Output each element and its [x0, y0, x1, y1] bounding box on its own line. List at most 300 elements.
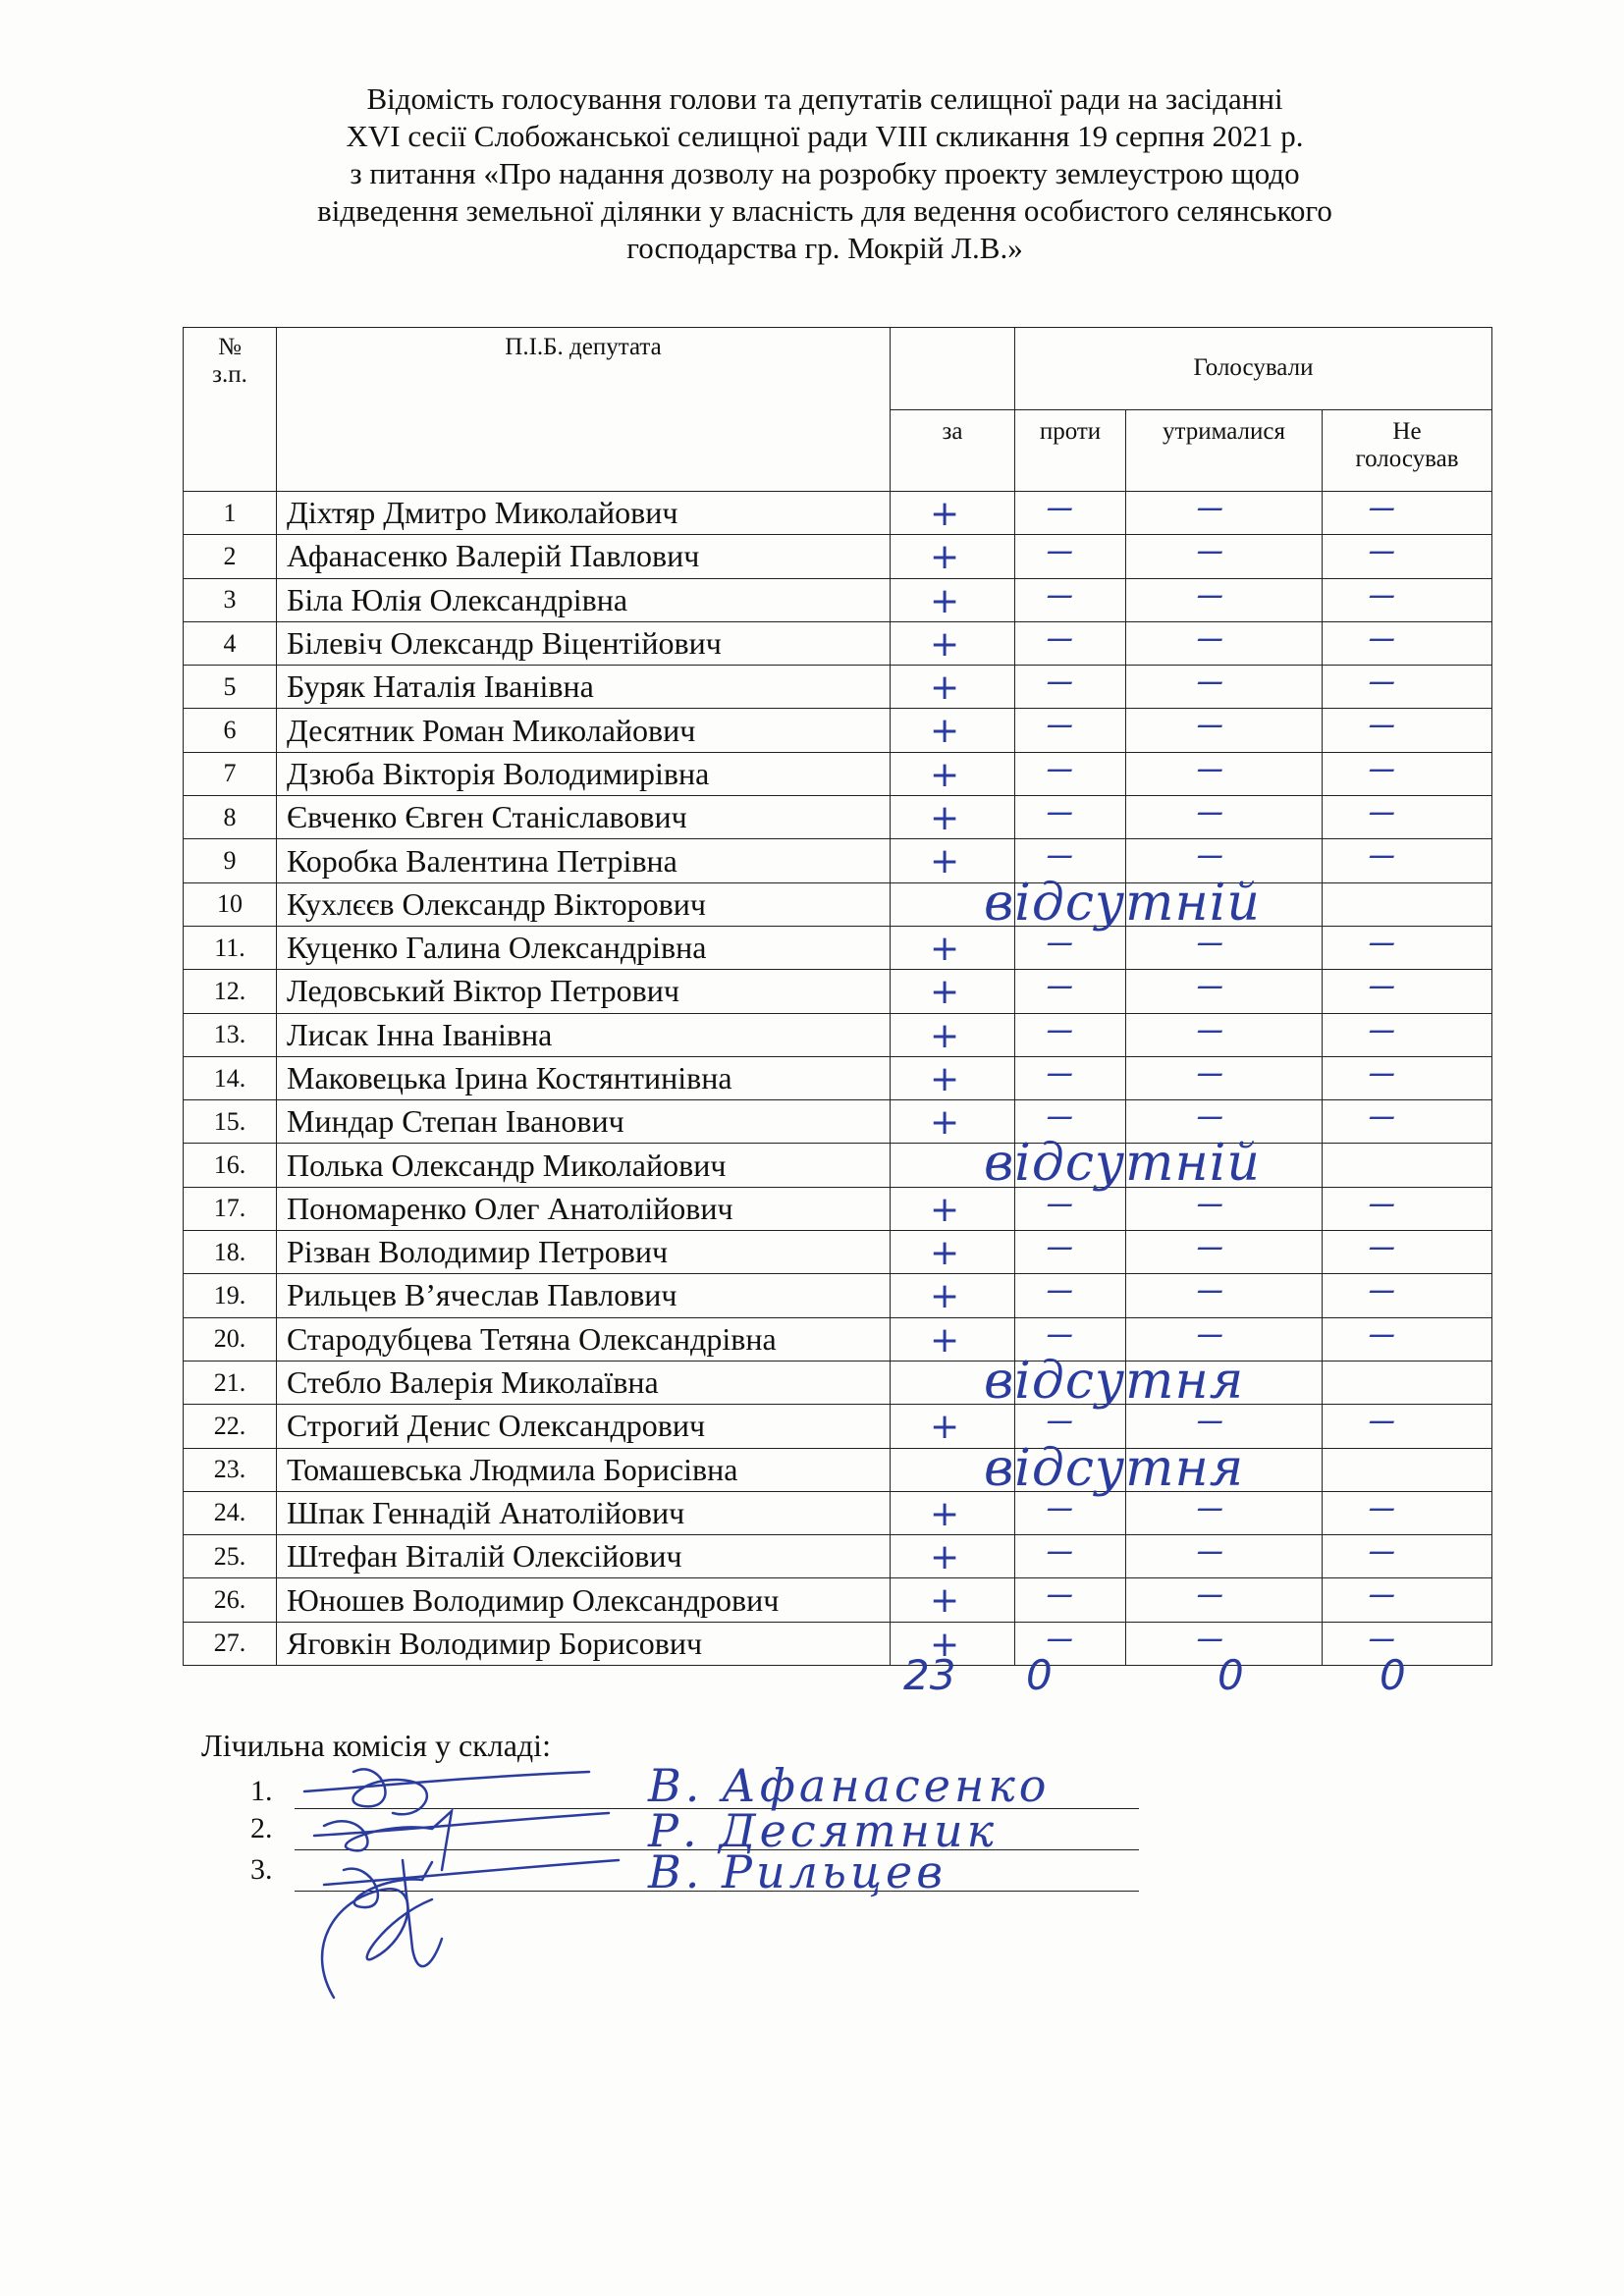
dash-mark: – — [1367, 835, 1397, 876]
table-row — [184, 1100, 1492, 1144]
table-row — [184, 621, 1492, 665]
dash-mark: – — [1367, 617, 1397, 658]
vote-against-cell — [1015, 617, 1126, 665]
dash-mark: – — [1367, 531, 1397, 571]
deputy-name: Томашевська Людмила Борисівна — [277, 1448, 891, 1491]
vote-for-cell — [891, 873, 1261, 933]
deputy-name: Білевіч Олександр Віцентійович — [277, 621, 891, 665]
vote-for-cell — [891, 796, 1015, 839]
vote-against-cell — [1015, 1361, 1126, 1404]
dash-mark: – — [1195, 922, 1225, 962]
absent-text: відсутній — [984, 873, 1261, 933]
deputy-name: Миндар Степан Іванович — [277, 1100, 891, 1144]
dash-mark: – — [1195, 1531, 1225, 1572]
vote-not-voted-cell — [1323, 1487, 1492, 1534]
vote-for-cell — [891, 1100, 1015, 1144]
dash-mark: – — [1045, 922, 1075, 962]
title-line: з питання «Про надання дозволу на розробку проекту землеустрою щодо — [350, 156, 1300, 190]
vote-not-voted-cell — [1323, 662, 1492, 709]
dash-mark: – — [1195, 574, 1225, 614]
dash-mark: – — [1195, 1009, 1225, 1049]
vote-against-cell — [1015, 662, 1126, 709]
deputy-name: Афанасенко Валерій Павлович — [277, 535, 891, 578]
deputy-name: Яговкін Володимир Борисович — [277, 1622, 891, 1665]
deputy-name: Євченко Євген Станіславович — [277, 796, 891, 839]
table-row — [184, 1535, 1492, 1578]
deputy-name: Різван Володимир Петрович — [277, 1231, 891, 1274]
dash-mark: – — [1045, 1270, 1075, 1310]
vote-mark: + — [930, 928, 960, 969]
deputy-name: Рильцев В’ячеслав Павлович — [277, 1274, 891, 1317]
vote-for-cell — [891, 839, 1015, 882]
dash-mark: – — [1045, 1531, 1075, 1572]
vote-mark: + — [930, 537, 960, 578]
vote-abstained-cell — [1126, 1401, 1323, 1448]
vote-for-cell — [891, 1405, 1015, 1448]
table-row — [184, 1405, 1492, 1448]
commission-label: Лічильна комісія у складі: — [201, 1728, 551, 1763]
vote-for-cell — [891, 752, 1015, 795]
row-number: 20. — [184, 1317, 277, 1361]
vote-for-cell — [891, 1578, 1015, 1622]
vote-not-voted-cell — [1323, 1009, 1492, 1056]
row-number: 7 — [184, 752, 277, 795]
vote-mark: + — [930, 623, 960, 665]
vote-for-cell — [891, 926, 1015, 969]
commission-num: 2. — [250, 1812, 273, 1844]
vote-against-cell — [1015, 882, 1126, 926]
dash-mark: – — [1195, 1183, 1225, 1223]
dash-mark: – — [1045, 1313, 1075, 1354]
header-against: проти — [1015, 409, 1126, 492]
commission-num: 3. — [250, 1853, 273, 1886]
vote-abstained-cell — [1126, 1096, 1323, 1144]
deputy-name: Десятник Роман Миколайович — [277, 709, 891, 752]
dash-mark: – — [1367, 1618, 1397, 1658]
vote-against-cell — [1015, 1096, 1126, 1144]
vote-for-cell — [891, 1187, 1015, 1230]
vote-not-voted-cell — [1323, 748, 1492, 795]
dash-mark: – — [1367, 1575, 1397, 1615]
header-abstained: утрималися — [1126, 409, 1323, 492]
row-number: 18. — [184, 1231, 277, 1274]
row-number: 9 — [184, 839, 277, 882]
row-number: 4 — [184, 621, 277, 665]
absent-text: відсутній — [984, 1134, 1261, 1194]
table-row — [184, 1361, 1492, 1404]
row-number: 22. — [184, 1405, 277, 1448]
vote-for-cell — [891, 1491, 1015, 1534]
vote-not-voted-cell — [1323, 1575, 1492, 1622]
vote-totals — [0, 1651, 1624, 1710]
header-num: № з.п. — [184, 328, 277, 492]
vote-mark: + — [930, 841, 960, 882]
dash-mark: – — [1367, 662, 1397, 702]
vote-not-voted-cell — [1323, 1361, 1492, 1404]
vote-against-cell — [1015, 792, 1126, 839]
dash-mark: – — [1195, 488, 1225, 527]
vote-for-cell — [891, 578, 1015, 621]
dash-mark: – — [1045, 1183, 1075, 1223]
row-number: 19. — [184, 1274, 277, 1317]
row-number: 11. — [184, 926, 277, 969]
commission-num: 1. — [250, 1775, 273, 1807]
table-row — [184, 970, 1492, 1013]
vote-against-cell — [1015, 574, 1126, 621]
table-row — [184, 839, 1492, 882]
vote-for-cell — [891, 1134, 1261, 1194]
vote-abstained-cell — [1126, 1487, 1323, 1534]
vote-not-voted-cell — [1323, 531, 1492, 578]
row-number: 27. — [184, 1622, 277, 1665]
vote-not-voted-cell — [1323, 1052, 1492, 1099]
row-number: 23. — [184, 1448, 277, 1491]
deputy-name: Штефан Віталій Олексійович — [277, 1535, 891, 1578]
table-row — [184, 796, 1492, 839]
vote-for-cell — [891, 1317, 1015, 1361]
vote-for-cell — [891, 1351, 1245, 1411]
dash-mark: – — [1367, 1401, 1397, 1441]
dash-mark: – — [1367, 1531, 1397, 1572]
total-against: 0 — [1026, 1651, 1053, 1699]
vote-abstained-cell — [1126, 617, 1323, 665]
row-number: 2 — [184, 535, 277, 578]
dash-mark: – — [1045, 662, 1075, 702]
deputy-name: Стародубцева Тетяна Олександрівна — [277, 1317, 891, 1361]
vote-abstained-cell — [1126, 1313, 1323, 1361]
row-number: 5 — [184, 666, 277, 709]
vote-mark: + — [930, 1493, 960, 1534]
vote-against-cell — [1015, 922, 1126, 969]
dash-mark: – — [1195, 617, 1225, 658]
commission-member: Р. Десятник — [648, 1804, 999, 1857]
deputy-name: Куценко Галина Олександрівна — [277, 926, 891, 969]
vote-abstained-cell — [1126, 1361, 1323, 1404]
dash-mark: – — [1195, 1487, 1225, 1527]
vote-mark: + — [930, 580, 960, 621]
vote-against-cell — [1015, 1144, 1126, 1187]
vote-abstained-cell — [1126, 748, 1323, 795]
vote-for-cell — [891, 535, 1015, 578]
vote-for-cell — [891, 1438, 1245, 1498]
vote-not-voted-cell — [1323, 1270, 1492, 1317]
vote-for-cell — [891, 709, 1015, 752]
row-number: 8 — [184, 796, 277, 839]
vote-against-cell — [1015, 1009, 1126, 1056]
dash-mark: – — [1195, 1313, 1225, 1354]
dash-mark: – — [1045, 1401, 1075, 1441]
dash-mark: – — [1195, 1052, 1225, 1093]
deputy-name: Маковецька Ірина Костянтинівна — [277, 1056, 891, 1099]
table-row — [184, 1317, 1492, 1361]
vote-for-cell — [891, 1056, 1015, 1099]
vote-against-cell — [1015, 705, 1126, 752]
vote-against-cell — [1015, 1270, 1126, 1317]
dash-mark: – — [1195, 792, 1225, 832]
dash-mark: – — [1045, 748, 1075, 788]
deputy-name: Ледовський Віктор Петрович — [277, 970, 891, 1013]
table-row — [184, 666, 1492, 709]
vote-not-voted-cell — [1323, 922, 1492, 969]
dash-mark: – — [1045, 835, 1075, 876]
dash-mark: – — [1367, 1227, 1397, 1267]
table-row — [184, 1491, 1492, 1534]
vote-for-cell — [891, 1535, 1015, 1578]
vote-mark: + — [930, 667, 960, 709]
vote-abstained-cell — [1126, 1227, 1323, 1274]
vote-for-cell — [891, 492, 1015, 535]
row-number: 21. — [184, 1361, 277, 1404]
vote-mark: + — [930, 494, 960, 534]
table-row — [184, 1013, 1492, 1056]
dash-mark: – — [1367, 1270, 1397, 1310]
row-number: 6 — [184, 709, 277, 752]
deputy-name: Кухлєєв Олександр Вікторович — [277, 882, 891, 926]
commission-member: В. Рильцев — [648, 1845, 947, 1898]
vote-not-voted-cell — [1323, 1227, 1492, 1274]
total-abstained: 0 — [1218, 1651, 1244, 1699]
vote-abstained-cell — [1126, 1531, 1323, 1578]
dash-mark: – — [1045, 1009, 1075, 1049]
deputy-name: Полька Олександр Миколайович — [277, 1144, 891, 1187]
table-row — [184, 752, 1492, 795]
deputy-name: Дзюба Вікторія Володимирівна — [277, 752, 891, 795]
table-row — [184, 1274, 1492, 1317]
title-line: Відомість голосування голови та депутатів селищної ради на засіданні — [366, 81, 1283, 116]
dash-mark: – — [1367, 1487, 1397, 1527]
vote-abstained-cell — [1126, 792, 1323, 839]
dash-mark: – — [1045, 1575, 1075, 1615]
vote-against-cell — [1015, 1487, 1126, 1534]
deputy-name: Діхтяр Дмитро Миколайович — [277, 492, 891, 535]
vote-mark: + — [930, 1580, 960, 1622]
vote-abstained-cell — [1126, 1270, 1323, 1317]
signature-scribble — [295, 1752, 628, 2007]
vote-mark: + — [930, 1102, 960, 1144]
table-row — [184, 1187, 1492, 1230]
vote-not-voted-cell — [1323, 835, 1492, 882]
dash-mark: – — [1195, 1575, 1225, 1615]
vote-abstained-cell — [1126, 705, 1323, 752]
vote-not-voted-cell — [1323, 1448, 1492, 1491]
dash-mark: – — [1367, 705, 1397, 745]
header-for: за — [891, 409, 1015, 492]
row-number: 12. — [184, 970, 277, 1013]
dash-mark: – — [1367, 748, 1397, 788]
vote-against-cell — [1015, 531, 1126, 578]
table-row — [184, 1448, 1492, 1491]
table-row — [184, 535, 1492, 578]
dash-mark: – — [1195, 748, 1225, 788]
deputy-name: Шпак Геннадій Анатолійович — [277, 1491, 891, 1534]
table-row — [184, 882, 1492, 926]
table-body — [184, 488, 1492, 1666]
deputy-name: Коробка Валентина Петрівна — [277, 839, 891, 882]
header-blank — [891, 328, 1015, 410]
dash-mark: – — [1367, 966, 1397, 1006]
table-row — [184, 709, 1492, 752]
deputy-name: Лисак Інна Іванівна — [277, 1013, 891, 1056]
vote-mark: + — [930, 1015, 960, 1056]
vote-not-voted-cell — [1323, 705, 1492, 752]
dash-mark: – — [1195, 1618, 1225, 1658]
dash-mark: – — [1367, 922, 1397, 962]
commission-member: В. Афанасенко — [648, 1759, 1051, 1812]
vote-abstained-cell — [1126, 922, 1323, 969]
vote-for-cell — [891, 1274, 1015, 1317]
vote-not-voted-cell — [1323, 966, 1492, 1013]
dash-mark: – — [1367, 1009, 1397, 1049]
dash-mark: – — [1045, 1096, 1075, 1137]
vote-not-voted-cell — [1323, 1096, 1492, 1144]
dash-mark: – — [1045, 1487, 1075, 1527]
vote-abstained-cell — [1126, 662, 1323, 709]
vote-against-cell — [1015, 1575, 1126, 1622]
dash-mark: – — [1045, 1052, 1075, 1093]
vote-mark: + — [930, 1407, 960, 1448]
vote-for-cell — [891, 621, 1015, 665]
vote-against-cell — [1015, 1531, 1126, 1578]
dash-mark: – — [1367, 1052, 1397, 1093]
vote-against-cell — [1015, 1183, 1126, 1230]
dash-mark: – — [1195, 1227, 1225, 1267]
table-row — [184, 578, 1492, 621]
vote-abstained-cell — [1126, 966, 1323, 1013]
vote-not-voted-cell — [1323, 882, 1492, 926]
row-number: 3 — [184, 578, 277, 621]
dash-mark: – — [1195, 1401, 1225, 1441]
title-line: господарства гр. Мокрій Л.В.» — [626, 231, 1023, 265]
dash-mark: – — [1045, 1227, 1075, 1267]
dash-mark: – — [1195, 531, 1225, 571]
title-line: відведення земельної ділянки у власність для ведення особистого селянського — [317, 193, 1332, 228]
dash-mark: – — [1195, 1270, 1225, 1310]
vote-abstained-cell — [1126, 1183, 1323, 1230]
row-number: 25. — [184, 1535, 277, 1578]
vote-mark: + — [930, 972, 960, 1013]
vote-not-voted-cell — [1323, 1144, 1492, 1187]
row-number: 15. — [184, 1100, 277, 1144]
vote-not-voted-cell — [1323, 1313, 1492, 1361]
vote-not-voted-cell — [1323, 1401, 1492, 1448]
table-row — [184, 492, 1492, 535]
vote-mark: + — [930, 754, 960, 795]
vote-not-voted-cell — [1323, 574, 1492, 621]
vote-mark: + — [930, 1537, 960, 1578]
vote-abstained-cell — [1126, 574, 1323, 621]
deputy-name: Пономаренко Олег Анатолійович — [277, 1187, 891, 1230]
dash-mark: – — [1367, 488, 1397, 527]
dash-mark: – — [1045, 488, 1075, 527]
title-line: XVI сесії Слобожанської селищної ради VIII скликання 19 серпня 2021 р. — [346, 119, 1304, 153]
header-name: П.І.Б. депутата — [277, 328, 891, 492]
row-number: 16. — [184, 1144, 277, 1187]
vote-for-cell — [891, 1231, 1015, 1274]
vote-abstained-cell — [1126, 488, 1323, 535]
table-row — [184, 1144, 1492, 1187]
vote-for-cell — [891, 1013, 1015, 1056]
dash-mark: – — [1195, 835, 1225, 876]
vote-against-cell — [1015, 1401, 1126, 1448]
voting-table — [183, 327, 1492, 1666]
dash-mark: – — [1045, 531, 1075, 571]
vote-not-voted-cell — [1323, 617, 1492, 665]
vote-against-cell — [1015, 488, 1126, 535]
row-number: 26. — [184, 1578, 277, 1622]
vote-not-voted-cell — [1323, 1531, 1492, 1578]
vote-abstained-cell — [1126, 1448, 1323, 1491]
vote-mark: + — [930, 798, 960, 839]
dash-mark: – — [1195, 662, 1225, 702]
vote-for-cell — [891, 666, 1015, 709]
vote-mark: + — [930, 1624, 960, 1665]
dash-mark: – — [1045, 1618, 1075, 1658]
row-number: 13. — [184, 1013, 277, 1056]
vote-abstained-cell — [1126, 882, 1323, 926]
vote-abstained-cell — [1126, 531, 1323, 578]
table-row — [184, 1056, 1492, 1099]
table-row — [184, 926, 1492, 969]
vote-abstained-cell — [1126, 1009, 1323, 1056]
dash-mark: – — [1195, 1096, 1225, 1137]
total-not-voted: 0 — [1380, 1651, 1406, 1699]
dash-mark: – — [1367, 1313, 1397, 1354]
vote-abstained-cell — [1126, 1052, 1323, 1099]
vote-abstained-cell — [1126, 835, 1323, 882]
deputy-name: Буряк Наталія Іванівна — [277, 666, 891, 709]
vote-mark: + — [930, 1189, 960, 1230]
vote-against-cell — [1015, 1052, 1126, 1099]
vote-against-cell — [1015, 835, 1126, 882]
dash-mark: – — [1367, 1096, 1397, 1137]
deputy-name: Юношев Володимир Олександрович — [277, 1578, 891, 1622]
vote-abstained-cell — [1126, 1575, 1323, 1622]
header-not-voted: Не голосував — [1323, 409, 1492, 492]
vote-mark: + — [930, 1233, 960, 1274]
vote-not-voted-cell — [1323, 488, 1492, 535]
dash-mark: – — [1195, 966, 1225, 1006]
absent-text: відсутня — [984, 1351, 1245, 1411]
vote-against-cell — [1015, 748, 1126, 795]
header-voted: Голосували — [1015, 328, 1492, 410]
row-number: 1 — [184, 492, 277, 535]
vote-not-voted-cell — [1323, 792, 1492, 839]
document-title — [167, 80, 1483, 267]
deputy-name: Строгий Денис Олександрович — [277, 1405, 891, 1448]
vote-mark: + — [930, 1276, 960, 1317]
dash-mark: – — [1045, 574, 1075, 614]
absent-text: відсутня — [984, 1438, 1245, 1498]
vote-against-cell — [1015, 1448, 1126, 1491]
vote-against-cell — [1015, 1313, 1126, 1361]
row-number: 10 — [184, 882, 277, 926]
vote-not-voted-cell — [1323, 1183, 1492, 1230]
table-row — [184, 1231, 1492, 1274]
dash-mark: – — [1367, 792, 1397, 832]
deputy-name: Стебло Валерія Миколаївна — [277, 1361, 891, 1404]
total-for: 23 — [903, 1651, 956, 1699]
vote-for-cell — [891, 970, 1015, 1013]
table-row — [184, 1578, 1492, 1622]
dash-mark: – — [1045, 705, 1075, 745]
dash-mark: – — [1367, 1183, 1397, 1223]
vote-against-cell — [1015, 1227, 1126, 1274]
row-number: 24. — [184, 1491, 277, 1534]
vote-against-cell — [1015, 966, 1126, 1013]
vote-mark: + — [930, 1319, 960, 1361]
deputy-name: Біла Юлія Олександрівна — [277, 578, 891, 621]
dash-mark: – — [1045, 617, 1075, 658]
